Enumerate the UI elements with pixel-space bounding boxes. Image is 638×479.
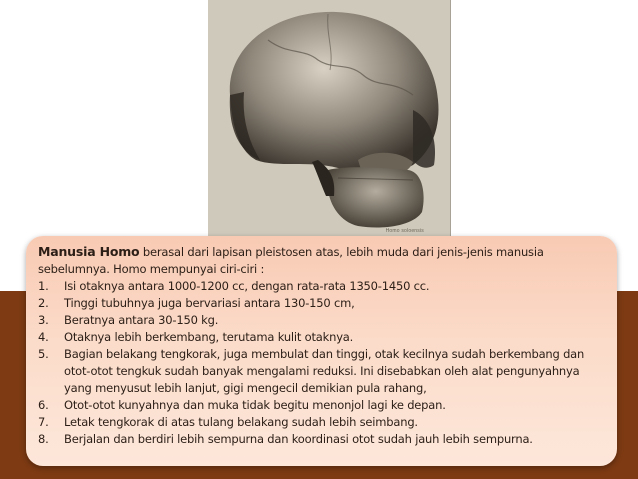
list-item [38, 278, 610, 295]
list-number: 5. [38, 347, 49, 361]
list-number: 8. [38, 432, 49, 446]
list-text: Otot-otot kunyahnya dan muka tidak begitu menonjol lagi ke depan. [64, 398, 446, 412]
list-item [38, 397, 610, 414]
list-item [38, 414, 610, 431]
intro-title: Manusia Homo [38, 244, 140, 259]
list-text: Bagian belakang tengkorak, juga membulat dan tinggi, otak kecilnya sudah berkembang dan otot-otot tengkuk sudah banyak mengalami reduksi. Ini disebabkan oleh alat pengunyahnya yang menyusut lebih lanjut, gigi mengecil demikian pula rahang, [64, 347, 585, 395]
skull-illustration [208, 0, 450, 240]
characteristics-list [38, 278, 610, 448]
list-item [38, 295, 610, 312]
list-text: Tinggi tubuhnya juga bervariasi antara 130-150 cm, [64, 296, 355, 310]
list-text: Isi otaknya antara 1000-1200 cc, dengan rata-rata 1350-1450 cc. [64, 279, 430, 293]
list-number: 1. [38, 279, 49, 293]
list-item [38, 346, 610, 397]
card-text [38, 243, 610, 448]
list-item [38, 312, 610, 329]
list-number: 3. [38, 313, 49, 327]
list-number: 4. [38, 330, 49, 344]
list-item [38, 431, 610, 448]
list-text: Otaknya lebih berkembang, terutama kulit otaknya. [64, 330, 354, 344]
list-number: 6. [38, 398, 49, 412]
list-item [38, 329, 610, 346]
intro-text: berasal dari lapisan pleistosen atas, lebih muda dari jenis-jenis manusia sebelumnya. Homo mempunyai ciri-ciri : [38, 245, 544, 276]
photo-caption: Homo soloensis [385, 228, 424, 234]
info-card [26, 236, 617, 466]
list-number: 2. [38, 296, 49, 310]
list-text: Beratnya antara 30-150 kg. [64, 313, 219, 327]
list-number: 7. [38, 415, 49, 429]
intro-paragraph [38, 243, 610, 278]
list-text: Letak tengkorak di atas tulang belakang sudah lebih seimbang. [64, 415, 418, 429]
list-text: Berjalan dan berdiri lebih sempurna dan koordinasi otot sudah jauh lebih sempurna. [64, 432, 533, 446]
skull-photo [208, 0, 451, 240]
